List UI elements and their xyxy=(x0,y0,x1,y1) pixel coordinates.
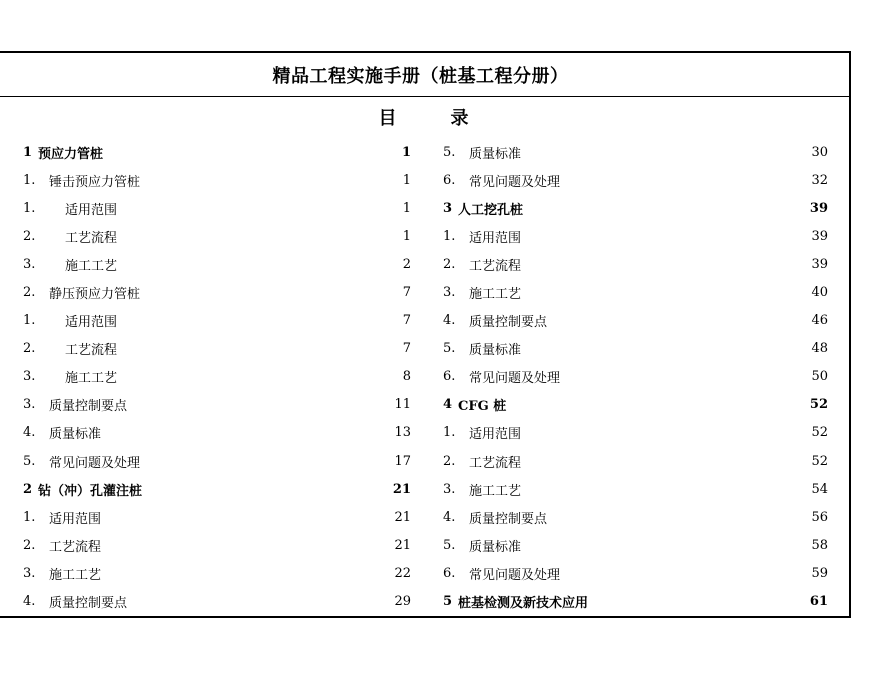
toc-entry-page: 2 xyxy=(402,256,411,272)
toc-entry-page: 50 xyxy=(811,369,828,385)
toc-entry[interactable] xyxy=(23,419,411,447)
toc-entry-page: 46 xyxy=(811,313,828,329)
toc-entry-page: 61 xyxy=(809,594,828,610)
toc-entry-label: 适用范围 xyxy=(49,511,102,527)
subtitle-row xyxy=(0,97,849,137)
toc-entry[interactable] xyxy=(443,222,828,250)
toc-entry-page: 48 xyxy=(811,341,828,357)
toc-entry-label: 适用范围 xyxy=(469,230,522,246)
toc-entry-page: 54 xyxy=(811,481,828,497)
toc-entry-page: 1 xyxy=(401,144,411,160)
toc-entry-number: 3. xyxy=(443,481,456,497)
toc-entry-number: 2. xyxy=(23,537,36,553)
title-row xyxy=(0,53,849,97)
toc-entry-label: 适用范围 xyxy=(65,315,118,331)
toc-entry-page: 7 xyxy=(402,285,411,301)
toc-entry-page: 13 xyxy=(394,425,411,441)
toc-entry[interactable] xyxy=(443,391,828,419)
toc-entry-number: 4. xyxy=(23,594,36,610)
toc-entry[interactable] xyxy=(23,307,411,335)
toc-entry-label: 锤击预应力管桩 xyxy=(49,174,141,190)
toc-entry-label: 质量控制要点 xyxy=(469,315,548,331)
toc-entry[interactable] xyxy=(23,222,411,250)
toc-entry[interactable] xyxy=(443,335,828,363)
toc-entry[interactable] xyxy=(23,475,411,503)
toc-entry-number: 6. xyxy=(443,172,456,188)
toc-entry[interactable] xyxy=(443,531,828,559)
toc-entry-page: 17 xyxy=(394,453,411,469)
toc-entry-label: 适用范围 xyxy=(469,427,522,443)
toc-entry[interactable] xyxy=(23,503,411,531)
toc-entry[interactable] xyxy=(23,588,411,616)
toc-entry-number: 1. xyxy=(23,172,36,188)
toc-entry-page: 39 xyxy=(811,228,828,244)
toc-entry-label: 工艺流程 xyxy=(49,539,102,555)
toc-entry[interactable] xyxy=(23,166,411,194)
toc-entry-label: 工艺流程 xyxy=(469,258,522,274)
toc-entry-page: 21 xyxy=(394,537,411,553)
toc-entry-number: 2. xyxy=(23,341,36,357)
toc-entry-number: 2 xyxy=(23,481,33,497)
toc-entry-label: 常见问题及处理 xyxy=(49,455,141,471)
toc-entry[interactable] xyxy=(23,138,411,166)
toc-entry-page: 7 xyxy=(402,341,411,357)
toc-entry-label: 人工挖孔桩 xyxy=(458,202,524,218)
toc-entry-label: 桩基检测及新技术应用 xyxy=(458,596,589,612)
toc-entry-number: 1. xyxy=(23,200,36,216)
toc-entry-number: 3. xyxy=(443,285,456,301)
toc-entry[interactable] xyxy=(443,503,828,531)
toc-entry-label: 质量标准 xyxy=(469,539,522,555)
toc-entry-number: 6. xyxy=(443,369,456,385)
toc-entry[interactable] xyxy=(443,588,828,616)
toc-entry-number: 4. xyxy=(443,509,456,525)
toc-entry-label: 质量控制要点 xyxy=(49,399,128,415)
toc-entry-label: 质量控制要点 xyxy=(49,596,128,612)
toc-entry-page: 56 xyxy=(811,509,828,525)
document-title: 精品工程实施手册（桩基工程分册） xyxy=(272,65,569,87)
toc-column-right xyxy=(443,138,828,616)
toc-entry[interactable] xyxy=(443,419,828,447)
toc-entry-number: 1 xyxy=(23,144,33,160)
toc-entry-label: 施工工艺 xyxy=(49,567,102,583)
toc-entry[interactable] xyxy=(23,559,411,587)
toc-heading-char-2: 录 xyxy=(450,108,471,129)
toc-entry[interactable] xyxy=(443,194,828,222)
toc-entry[interactable] xyxy=(443,475,828,503)
toc-heading xyxy=(379,104,471,130)
toc-entry-label: 质量控制要点 xyxy=(469,511,548,527)
toc-sheet xyxy=(0,51,851,618)
toc-entry-number: 2. xyxy=(443,256,456,272)
toc-entry-number: 6. xyxy=(443,565,456,581)
toc-entry-number: 4 xyxy=(443,397,453,413)
toc-entry[interactable] xyxy=(23,278,411,306)
toc-entry-label: 常见问题及处理 xyxy=(469,371,561,387)
toc-entry-page: 8 xyxy=(402,369,411,385)
toc-entry[interactable] xyxy=(443,250,828,278)
toc-entry-number: 5. xyxy=(23,453,36,469)
toc-entry-number: 2. xyxy=(443,453,456,469)
toc-entry-label: 施工工艺 xyxy=(65,258,118,274)
toc-entry-number: 1. xyxy=(23,509,36,525)
toc-entry-number: 5. xyxy=(443,144,456,160)
toc-entry-number: 4. xyxy=(23,425,36,441)
toc-entry-label: 适用范围 xyxy=(65,202,118,218)
toc-entry-label: 常见问题及处理 xyxy=(469,567,561,583)
toc-entry-page: 7 xyxy=(402,313,411,329)
toc-entry[interactable] xyxy=(23,531,411,559)
toc-entry-page: 52 xyxy=(811,453,828,469)
toc-entry-page: 52 xyxy=(811,425,828,441)
toc-entry[interactable] xyxy=(443,307,828,335)
toc-entry-label: 工艺流程 xyxy=(65,343,118,359)
toc-entry-number: 5 xyxy=(443,594,453,610)
toc-entry-label: 常见问题及处理 xyxy=(469,174,561,190)
toc-entry-number: 3. xyxy=(23,256,36,272)
toc-entry-page: 58 xyxy=(811,537,828,553)
toc-entry-page: 29 xyxy=(394,594,411,610)
toc-entry-label: 质量标准 xyxy=(49,427,102,443)
toc-entry[interactable] xyxy=(443,166,828,194)
toc-entry-page: 39 xyxy=(811,256,828,272)
toc-entry-page: 1 xyxy=(402,228,411,244)
toc-entry-page: 21 xyxy=(392,481,411,497)
toc-entry-label: 预应力管桩 xyxy=(38,146,104,162)
toc-entry[interactable] xyxy=(443,447,828,475)
toc-entry-number: 1. xyxy=(443,228,456,244)
toc-entry-label: 工艺流程 xyxy=(65,230,118,246)
toc-entry[interactable] xyxy=(443,278,828,306)
toc-entry-number: 5. xyxy=(443,341,456,357)
toc-entry[interactable] xyxy=(23,250,411,278)
toc-entry[interactable] xyxy=(23,194,411,222)
toc-entry-number: 4. xyxy=(443,313,456,329)
toc-entry-page: 21 xyxy=(394,509,411,525)
toc-entry[interactable] xyxy=(443,363,828,391)
toc-column-left xyxy=(23,138,411,616)
toc-entry-page: 32 xyxy=(811,172,828,188)
toc-entry-label: 施工工艺 xyxy=(65,371,118,387)
toc-entry-page: 40 xyxy=(811,285,828,301)
toc-entry-page: 59 xyxy=(811,565,828,581)
toc-entry-page: 1 xyxy=(402,172,411,188)
toc-entry-page: 11 xyxy=(394,397,411,413)
toc-entry-number: 2. xyxy=(23,228,36,244)
toc-entry-page: 22 xyxy=(394,565,411,581)
toc-heading-char-1: 目 xyxy=(378,108,399,129)
toc-entry-page: 39 xyxy=(809,200,828,216)
toc-entry-number: 3. xyxy=(23,565,36,581)
toc-entry[interactable] xyxy=(23,363,411,391)
toc-entry-number: 3. xyxy=(23,397,36,413)
toc-entry-label: 工艺流程 xyxy=(469,455,522,471)
toc-entry-number: 1. xyxy=(23,313,36,329)
toc-entry-page: 1 xyxy=(402,200,411,216)
toc-entry-page: 30 xyxy=(811,144,828,160)
toc-entry-label: CFG 桩 xyxy=(458,399,507,415)
toc-entry[interactable] xyxy=(443,138,828,166)
toc-entry-label: 钻（冲）孔灌注桩 xyxy=(38,483,143,499)
toc-entry-number: 3 xyxy=(443,200,453,216)
toc-entry-page: 52 xyxy=(809,397,828,413)
toc-entry-label: 施工工艺 xyxy=(469,287,522,303)
toc-entry-number: 1. xyxy=(443,425,456,441)
toc-entry-label: 静压预应力管桩 xyxy=(49,287,141,303)
toc-entry-label: 施工工艺 xyxy=(469,483,522,499)
toc-entry-number: 2. xyxy=(23,285,36,301)
toc-entry-number: 3. xyxy=(23,369,36,385)
toc-entry-label: 质量标准 xyxy=(469,343,522,359)
toc-entry[interactable] xyxy=(443,559,828,587)
toc-entry[interactable] xyxy=(23,447,411,475)
toc-entry[interactable] xyxy=(23,335,411,363)
toc-entry-label: 质量标准 xyxy=(469,146,522,162)
toc-entry[interactable] xyxy=(23,391,411,419)
toc-entry-number: 5. xyxy=(443,537,456,553)
